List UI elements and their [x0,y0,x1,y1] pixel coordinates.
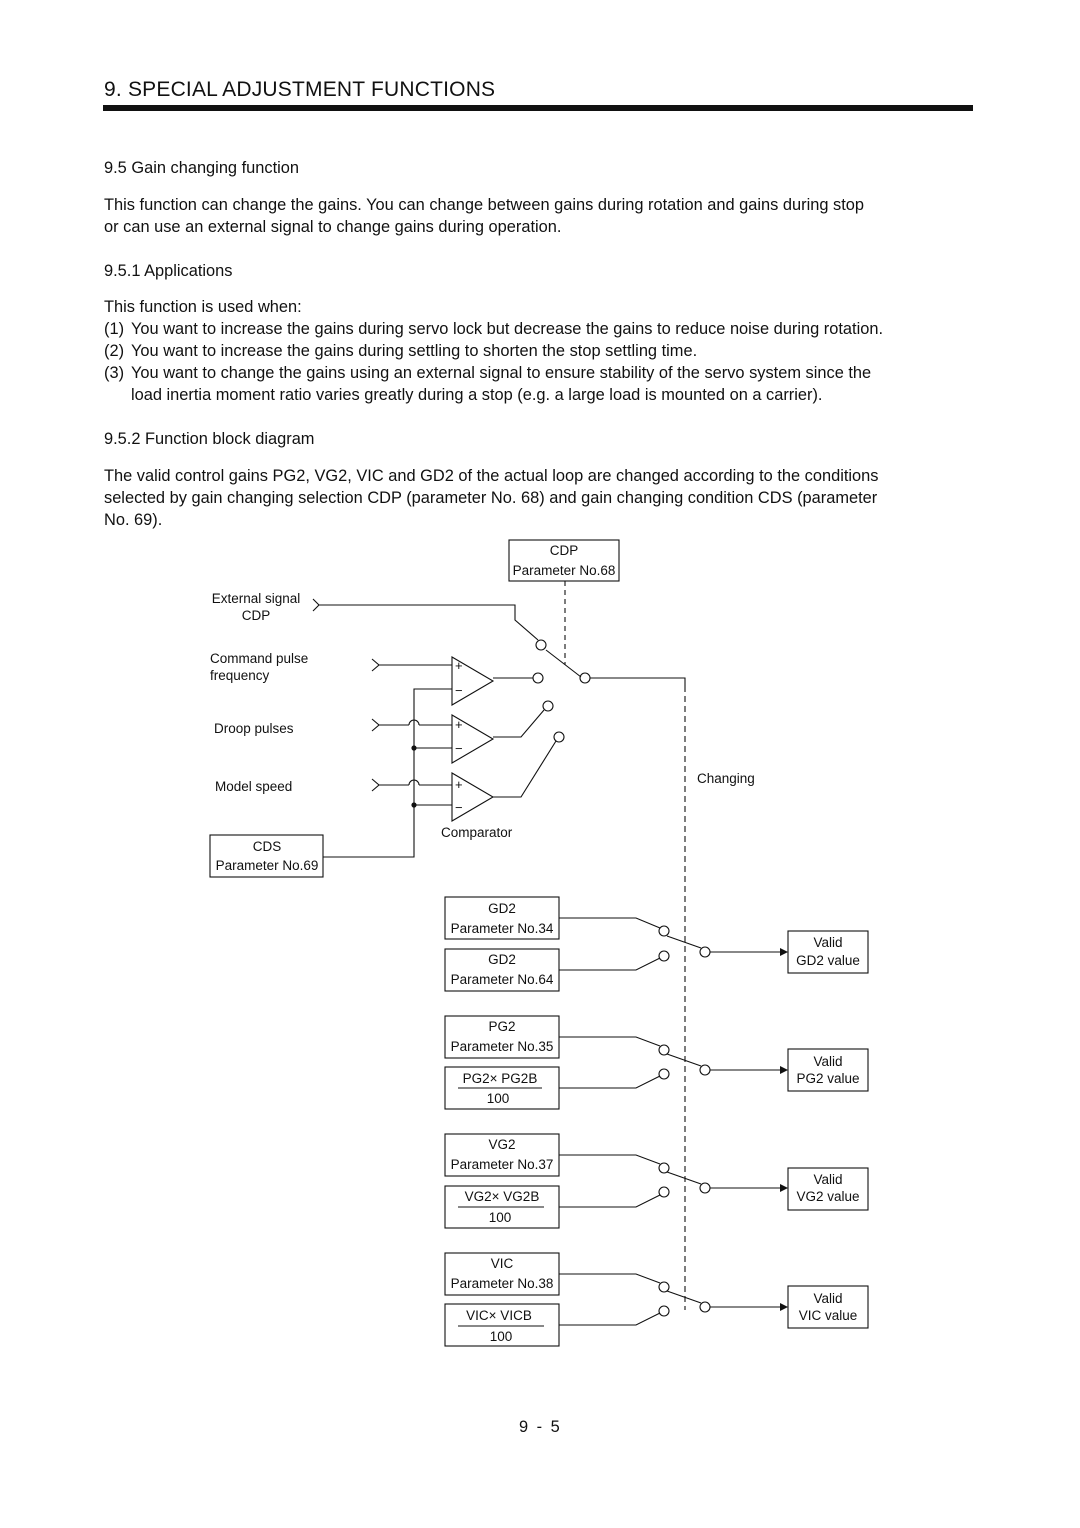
applications-lead: This function is used when: [104,298,302,316]
block-diagram-desc-2: selected by gain changing selection CDP (parameter No. 68) and gain changing condition CDS (parameter [104,489,878,507]
list-item-number: (3) [104,364,125,382]
selector-contact-external [536,640,546,650]
plus-sign: + [455,777,463,792]
gain-top-param: Parameter No.37 [450,1157,554,1172]
list-item-text: You want to increase the gains during settling to shorten the stop settling time. [131,342,698,360]
block-diagram-desc-3: No. 69). [104,511,163,529]
model-speed-arrow [372,779,379,791]
command-pulse-label-2: frequency [210,668,270,683]
list-item-text-continued: load inertia moment ratio varies greatly during a stop (e.g. a large load is mounted on a carrier). [131,386,823,404]
junction-dot [411,745,416,750]
gain-fraction-numerator: VIC× VICB [466,1308,532,1323]
valid-label: Valid [813,1054,843,1069]
plus-sign: + [455,658,463,673]
minus-sign: − [455,683,463,698]
selector-contact-droop [543,701,553,711]
block-diagram-desc-1: The valid control gains PG2, VG2, VIC and GD2 of the actual loop are changed according to the conditions [104,467,879,485]
gain-top-label: VG2 [488,1137,516,1152]
gain-fraction-numerator: PG2× PG2B [462,1071,538,1086]
external-signal-wire [319,605,538,640]
section-heading: 9.5 Gain changing function [104,159,300,177]
list-item-text: You want to change the gains using an external signal to ensure stability of the servo system since the [131,364,872,382]
cds-box-label: CDS [252,839,282,854]
applications-heading: 9.5.1 Applications [104,262,233,280]
selector-output-wire [590,678,685,686]
valid-label: Valid [813,1291,843,1306]
selector-contact-model [554,732,564,742]
arrowhead [780,1303,788,1311]
gain-fraction-denominator: 100 [489,1329,513,1344]
external-signal-cdp: CDP [241,608,271,623]
selector-contact-command [533,673,543,683]
comparator-label: Comparator [441,825,513,840]
arrowhead [780,1066,788,1074]
selector-switch-blade [546,650,581,677]
intro-line-2: or can use an external signal to change gains during operation. [104,218,562,236]
valid-value-label: PG2 value [796,1071,860,1086]
cdp-box-param: Parameter No.68 [512,563,616,578]
minus-sign: − [455,800,463,815]
external-signal-arrow [313,599,319,611]
intro-line-1: This function can change the gains. You can change between gains during rotation and gains during stop [104,196,864,214]
gain-top-param: Parameter No.35 [450,1039,554,1054]
gain-top-param: Parameter No.34 [450,921,554,936]
droop-pulses-label: Droop pulses [214,721,294,736]
arrowhead [780,948,788,956]
plus-sign: + [455,717,463,732]
model-speed-label: Model speed [215,779,293,794]
valid-label: Valid [813,1172,843,1187]
gain-bottom-param: Parameter No.64 [450,972,554,987]
list-item-number: (2) [104,342,125,360]
changing-label: Changing [697,771,755,786]
gain-top-label: VIC [490,1256,514,1271]
arrowhead [780,1184,788,1192]
page-number: 9 - 5 [519,1418,562,1436]
junction-dot [411,802,416,807]
selector-common-contact [580,673,590,683]
block-diagram-heading: 9.5.2 Function block diagram [104,430,315,448]
valid-value-label: VIC value [798,1308,858,1323]
gain-fraction-denominator: 100 [486,1091,510,1106]
valid-label: Valid [813,935,843,950]
gain-fraction-numerator: VG2× VG2B [464,1189,540,1204]
gain-fraction-denominator: 100 [488,1210,512,1225]
gain-top-label: GD2 [488,901,516,916]
cds-box-param: Parameter No.69 [215,858,319,873]
list-item-text: You want to increase the gains during servo lock but decrease the gains to reduce noise during rotation. [131,320,884,338]
gain-top-label: PG2 [488,1019,516,1034]
command-pulse-label: Command pulse [210,651,309,666]
droop-arrow [372,719,379,731]
page-header-title: 9. SPECIAL ADJUSTMENT FUNCTIONS [104,78,496,101]
cds-threshold-bus [323,689,452,857]
minus-sign: − [455,741,463,756]
valid-value-label: GD2 value [796,953,860,968]
command-pulse-arrow [372,659,379,671]
external-signal-label: External signal [211,591,301,606]
list-item-number: (1) [104,320,125,338]
cdp-box-label: CDP [549,543,579,558]
gain-top-param: Parameter No.38 [450,1276,554,1291]
valid-value-label: VG2 value [796,1189,860,1204]
gain-bottom-label: GD2 [488,952,516,967]
